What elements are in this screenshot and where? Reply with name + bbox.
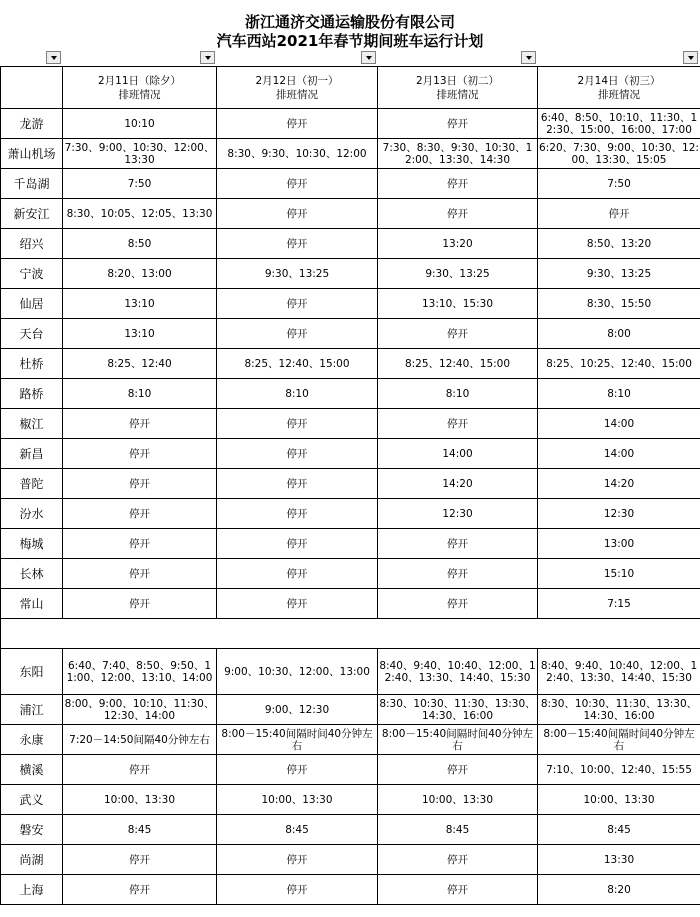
destination-cell: 萧山机场 [1, 139, 63, 169]
column-header-day4: 2月14日（初三） 排班情况 [538, 67, 700, 109]
schedule-cell: 停开 [217, 529, 378, 559]
schedule-cell: 6:20、7:30、9:00、10:30、12:00、13:30、15:05 [538, 139, 700, 169]
destination-cell: 常山 [1, 589, 63, 619]
schedule-cell: 停开 [378, 529, 538, 559]
destination-cell: 千岛湖 [1, 169, 63, 199]
destination-cell: 长林 [1, 559, 63, 589]
schedule-cell: 停开 [217, 469, 378, 499]
schedule-cell: 8:10 [217, 379, 378, 409]
schedule-cell: 12:30 [538, 499, 700, 529]
schedule-cell: 8:30、10:05、12:05、13:30 [63, 199, 217, 229]
schedule-cell: 停开 [217, 169, 378, 199]
schedule-cell: 停开 [63, 409, 217, 439]
schedule-cell: 停开 [217, 755, 378, 785]
schedule-cell: 8:25、12:40、15:00 [217, 349, 378, 379]
destination-cell: 横溪 [1, 755, 63, 785]
destination-cell: 上海 [1, 875, 63, 905]
table-row [1, 229, 700, 259]
title-block [0, 0, 700, 66]
schedule-cell: 停开 [378, 755, 538, 785]
table-row [1, 499, 700, 529]
filter-dropdown-icon[interactable] [361, 51, 376, 64]
destination-cell: 椒江 [1, 409, 63, 439]
spacer-row [1, 619, 700, 649]
table-row [1, 649, 700, 695]
table-row [1, 559, 700, 589]
header-row [1, 67, 700, 109]
schedule-title: 汽车西站2021年春节期间班车运行计划 [216, 32, 484, 50]
schedule-cell: 8:25、12:40 [63, 349, 217, 379]
schedule-cell: 8:00－15:40间隔时间40分钟左右 [378, 725, 538, 755]
schedule-cell: 9:30、13:25 [217, 259, 378, 289]
schedule-cell: 7:15 [538, 589, 700, 619]
destination-cell: 仙居 [1, 289, 63, 319]
schedule-cell: 8:00－15:40间隔时间40分钟左右 [217, 725, 378, 755]
schedule-cell: 7:50 [63, 169, 217, 199]
schedule-cell: 7:10、10:00、12:40、15:55 [538, 755, 700, 785]
schedule-cell: 停开 [63, 529, 217, 559]
column-header-day3: 2月13日（初二） 排班情况 [378, 67, 538, 109]
destination-cell: 浦江 [1, 695, 63, 725]
schedule-cell: 14:00 [538, 409, 700, 439]
filter-dropdown-icon[interactable] [521, 51, 536, 64]
schedule-cell: 7:50 [538, 169, 700, 199]
schedule-cell: 8:00、9:00、10:10、11:30、12:30、14:00 [63, 695, 217, 725]
schedule-cell: 停开 [217, 229, 378, 259]
schedule-cell: 停开 [217, 109, 378, 139]
destination-cell: 路桥 [1, 379, 63, 409]
schedule-cell: 停开 [378, 319, 538, 349]
table-row [1, 875, 700, 905]
schedule-cell: 停开 [378, 845, 538, 875]
schedule-cell: 停开 [217, 319, 378, 349]
schedule-cell: 停开 [63, 559, 217, 589]
schedule-cell: 停开 [378, 109, 538, 139]
schedule-cell: 8:30、10:30、11:30、13:30、14:30、16:00 [378, 695, 538, 725]
destination-cell: 新安江 [1, 199, 63, 229]
destination-cell: 宁波 [1, 259, 63, 289]
schedule-cell: 停开 [63, 845, 217, 875]
schedule-cell: 停开 [63, 439, 217, 469]
schedule-cell: 13:00 [538, 529, 700, 559]
spacer-cell [1, 619, 700, 649]
schedule-cell: 停开 [378, 199, 538, 229]
schedule-cell: 停开 [538, 199, 700, 229]
schedule-cell: 10:00、13:30 [538, 785, 700, 815]
schedule-cell: 8:50、13:20 [538, 229, 700, 259]
filter-dropdown-icon[interactable] [683, 51, 698, 64]
schedule-cell: 8:00－15:40间隔时间40分钟左右 [538, 725, 700, 755]
schedule-cell: 14:20 [538, 469, 700, 499]
filter-dropdown-icon[interactable] [200, 51, 215, 64]
table-row [1, 319, 700, 349]
schedule-cell: 停开 [217, 589, 378, 619]
schedule-cell: 6:40、7:40、8:50、9:50、11:00、12:00、13:10、14:00 [63, 649, 217, 695]
schedule-cell: 14:20 [378, 469, 538, 499]
schedule-cell: 停开 [378, 559, 538, 589]
table-row [1, 845, 700, 875]
schedule-cell: 8:45 [538, 815, 700, 845]
schedule-cell: 停开 [217, 439, 378, 469]
schedule-cell: 8:10 [538, 379, 700, 409]
destination-cell: 天台 [1, 319, 63, 349]
destination-cell: 永康 [1, 725, 63, 755]
schedule-cell: 8:45 [217, 815, 378, 845]
schedule-cell: 8:45 [378, 815, 538, 845]
table-row [1, 469, 700, 499]
schedule-cell: 停开 [217, 845, 378, 875]
schedule-cell: 停开 [378, 169, 538, 199]
schedule-cell: 14:00 [538, 439, 700, 469]
filter-dropdown-icon[interactable] [46, 51, 61, 64]
corner-cell [1, 67, 63, 109]
schedule-cell: 停开 [217, 559, 378, 589]
table-row [1, 755, 700, 785]
schedule-cell: 停开 [63, 875, 217, 905]
schedule-cell: 13:20 [378, 229, 538, 259]
schedule-cell: 9:00、10:30、12:00、13:00 [217, 649, 378, 695]
destination-cell: 绍兴 [1, 229, 63, 259]
schedule-cell: 9:00、12:30 [217, 695, 378, 725]
destination-cell: 杜桥 [1, 349, 63, 379]
table-row [1, 785, 700, 815]
schedule-cell: 6:40、8:50、10:10、11:30、12:30、15:00、16:00、17:00 [538, 109, 700, 139]
destination-cell: 龙游 [1, 109, 63, 139]
schedule-cell: 停开 [378, 589, 538, 619]
schedule-cell: 8:20、13:00 [63, 259, 217, 289]
schedule-table [0, 66, 700, 905]
schedule-cell: 10:00、13:30 [63, 785, 217, 815]
schedule-cell: 13:30 [538, 845, 700, 875]
schedule-cell: 10:00、13:30 [378, 785, 538, 815]
destination-cell: 新昌 [1, 439, 63, 469]
table-row [1, 409, 700, 439]
schedule-cell: 12:30 [378, 499, 538, 529]
schedule-cell: 8:20 [538, 875, 700, 905]
schedule-cell: 8:45 [63, 815, 217, 845]
schedule-cell: 停开 [63, 469, 217, 499]
schedule-cell: 8:40、9:40、10:40、12:00、12:40、13:30、14:40、15:30 [538, 649, 700, 695]
schedule-cell: 8:25、10:25、12:40、15:00 [538, 349, 700, 379]
destination-cell: 尚湖 [1, 845, 63, 875]
schedule-cell: 8:40、9:40、10:40、12:00、12:40、13:30、14:40、15:30 [378, 649, 538, 695]
schedule-cell: 7:30、8:30、9:30、10:30、12:00、13:30、14:30 [378, 139, 538, 169]
schedule-cell: 停开 [217, 289, 378, 319]
table-row [1, 589, 700, 619]
schedule-cell: 停开 [378, 875, 538, 905]
schedule-cell: 13:10 [63, 289, 217, 319]
table-row [1, 349, 700, 379]
schedule-cell: 14:00 [378, 439, 538, 469]
table-row [1, 169, 700, 199]
schedule-cell: 8:30、9:30、10:30、12:00 [217, 139, 378, 169]
table-row [1, 289, 700, 319]
column-header-day1: 2月11日（除夕） 排班情况 [63, 67, 217, 109]
table-row [1, 379, 700, 409]
destination-cell: 普陀 [1, 469, 63, 499]
table-row [1, 199, 700, 229]
schedule-cell: 8:50 [63, 229, 217, 259]
schedule-cell: 停开 [63, 499, 217, 529]
destination-cell: 武义 [1, 785, 63, 815]
schedule-cell: 13:10、15:30 [378, 289, 538, 319]
table-row [1, 259, 700, 289]
schedule-cell: 停开 [378, 409, 538, 439]
schedule-cell: 8:30、15:50 [538, 289, 700, 319]
schedule-cell: 停开 [63, 755, 217, 785]
schedule-cell: 9:30、13:25 [378, 259, 538, 289]
schedule-cell: 停开 [217, 499, 378, 529]
schedule-cell: 停开 [217, 409, 378, 439]
table-row [1, 695, 700, 725]
table-row [1, 439, 700, 469]
company-title: 浙江通济交通运输股份有限公司 [244, 13, 455, 31]
destination-cell: 汾水 [1, 499, 63, 529]
schedule-cell: 13:10 [63, 319, 217, 349]
table-row [1, 815, 700, 845]
table-row [1, 725, 700, 755]
destination-cell: 梅城 [1, 529, 63, 559]
schedule-cell: 停开 [63, 589, 217, 619]
schedule-cell: 停开 [217, 199, 378, 229]
schedule-cell: 8:10 [63, 379, 217, 409]
destination-cell: 东阳 [1, 649, 63, 695]
schedule-cell: 8:10 [378, 379, 538, 409]
schedule-cell: 9:30、13:25 [538, 259, 700, 289]
schedule-cell: 停开 [217, 875, 378, 905]
destination-cell: 磐安 [1, 815, 63, 845]
schedule-cell: 7:20－14:50间隔40分钟左右 [63, 725, 217, 755]
schedule-cell: 8:25、12:40、15:00 [378, 349, 538, 379]
table-row [1, 529, 700, 559]
schedule-cell: 10:00、13:30 [217, 785, 378, 815]
schedule-cell: 10:10 [63, 109, 217, 139]
table-row [1, 139, 700, 169]
column-header-day2: 2月12日（初一） 排班情况 [217, 67, 378, 109]
schedule-cell: 8:00 [538, 319, 700, 349]
schedule-cell: 15:10 [538, 559, 700, 589]
table-row [1, 109, 700, 139]
schedule-cell: 7:30、9:00、10:30、12:00、13:30 [63, 139, 217, 169]
schedule-cell: 8:30、10:30、11:30、13:30、14:30、16:00 [538, 695, 700, 725]
